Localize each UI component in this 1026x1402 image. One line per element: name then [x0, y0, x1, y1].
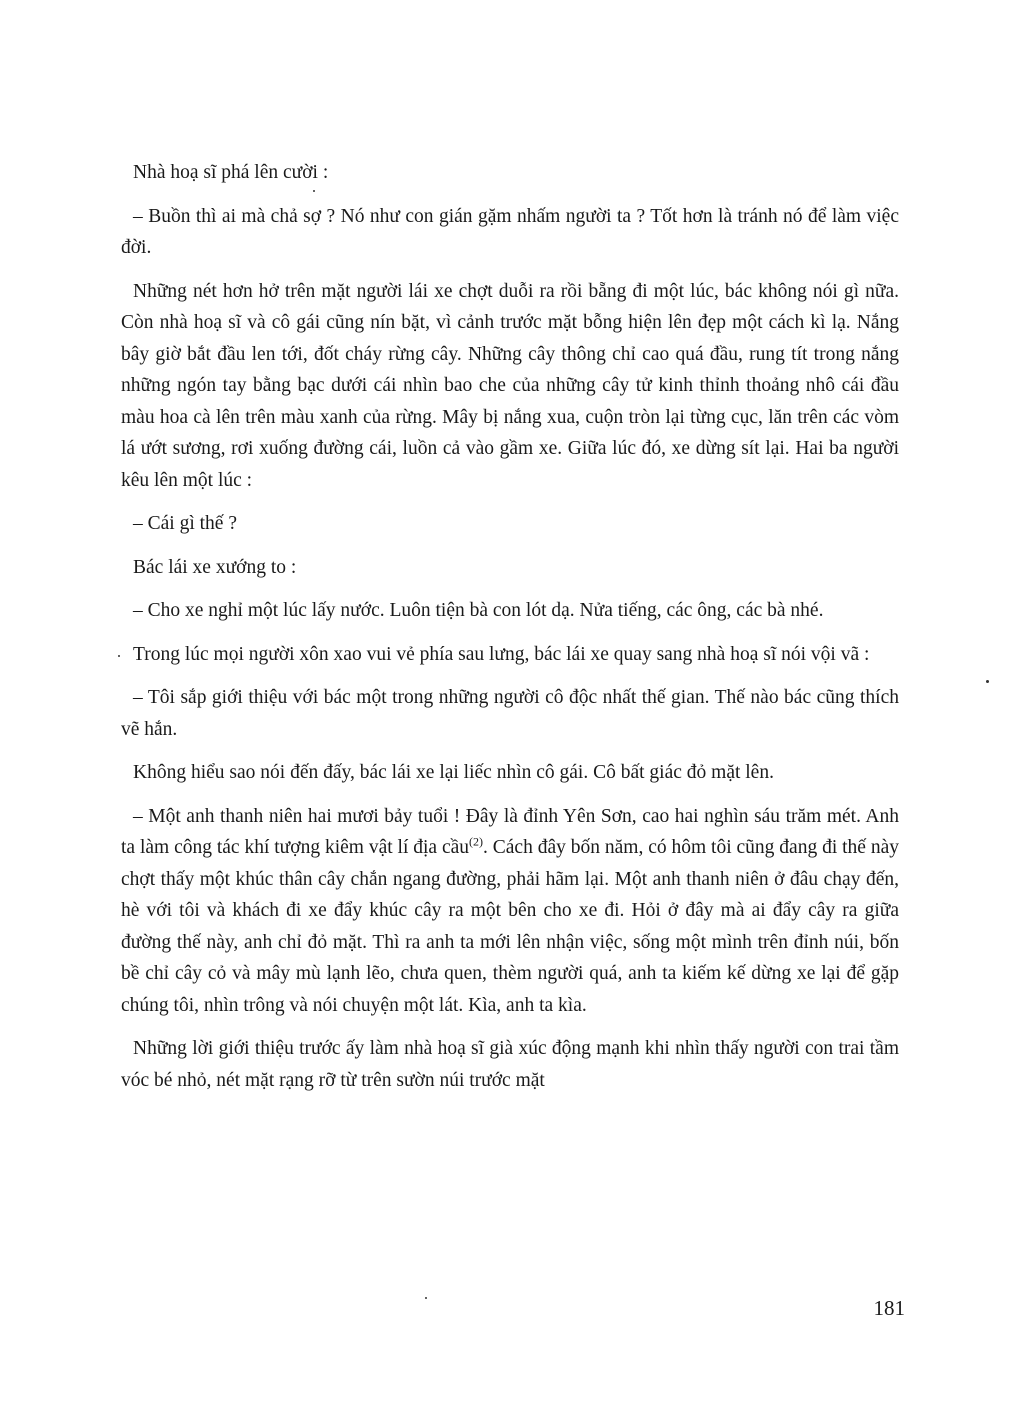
- paragraph-1: Nhà hoạ sĩ phá lên cười :: [133, 162, 329, 183]
- scan-speck: [313, 190, 315, 192]
- paragraph-9: Không hiểu sao nói đến đấy, bác lái xe lại liếc nhìn cô gái. Cô bất giác đỏ mặt lên.: [133, 762, 774, 783]
- paragraph-7: Trong lúc mọi người xôn xao vui vẻ phía sau lưng, bác lái xe quay sang nhà hoạ sĩ nói vội vã :: [133, 643, 870, 665]
- paragraph-10-text-after: . Cách đây bốn năm, có hôm tôi cũng đang đi thế này chợt thấy một khúc thân cây chắn ngang đường, phải hãm lại. Một anh thanh niên ở đâu chạy đến, hè với tôi và khách đi xe đẩy khúc cây ra một bên cho xe đi. Hỏi ở đây mà ai đẩy cây ra giữa đường thế này, anh chỉ đỏ mặt. Thì ra anh ta mới lên nhận việc, sống một mình trên đỉnh núi, bốn bề chỉ cây cỏ và mây mù lạnh lẽo, chưa quen, thèm người quá, anh ta kiếm kế dừng xe lại để gặp chúng tôi, nhìn trông và nói chuyện một lát. Kìa, anh ta kìa.: [121, 837, 899, 1016]
- paragraph-3: Những nét hơn hở trên mặt người lái xe chợt duỗi ra rồi bẵng đi một lúc, bác không nói gì nữa. Còn nhà hoạ sĩ và cô gái cũng nín bặt, vì cảnh trước mặt bỗng hiện lên đẹp một cách kì lạ. Nắng bây giờ bắt đầu len tới, đốt cháy rừng cây. Những cây thông chỉ cao quá đầu, rung tít trong nắng những ngón tay bằng bạc dưới cái nhìn bao che của những cây tử kinh thỉnh thoảng nhô cái đầu màu hoa cà lên trên màu xanh của rừng. Mây bị nắng xua, cuộn tròn lại từng cục, lăn trên các vòm lá ướt sương, rơi xuống đường cái, luồn cả vào gầm xe. Giữa lúc đó, xe dừng sít lại. Hai ba người kêu lên một lúc :: [121, 280, 899, 491]
- body-text: [121, 157, 899, 1096]
- scan-speck: [118, 655, 120, 657]
- paragraph-8: – Tôi sắp giới thiệu với bác một trong những người cô độc nhất thế gian. Thế nào bác cũng thích vẽ hắn.: [121, 687, 899, 740]
- paragraph-10: [121, 801, 899, 1022]
- paragraph-11: Những lời giới thiệu trước ấy làm nhà hoạ sĩ già xúc động mạnh khi nhìn thấy người con trai tầm vóc bé nhỏ, nét mặt rạng rỡ từ trên sườn núi trước mặt: [121, 1038, 899, 1091]
- paragraph-2: – Buồn thì ai mà chả sợ ? Nó như con gián gặm nhấm người ta ? Tốt hơn là tránh nó để làm việc đời.: [121, 205, 899, 258]
- paragraph-10-text: – Một anh thanh niên hai mươi bảy tuổi ! Đây là đỉnh Yên Sơn, cao hai nghìn sáu trăm mét. Anh ta làm công tác khí tượng kiêm vật lí địa cầu: [121, 805, 899, 858]
- scan-speck: [986, 680, 989, 683]
- paragraph-6: – Cho xe nghỉ một lúc lấy nước. Luôn tiện bà con lót dạ. Nửa tiếng, các ông, các bà nhé.: [133, 600, 824, 621]
- footnote-mark: (2): [469, 834, 484, 849]
- scan-speck: [425, 1297, 427, 1299]
- page-number: 181: [873, 1296, 905, 1320]
- paragraph-5: Bác lái xe xướng to :: [133, 556, 297, 578]
- paragraph-4: – Cái gì thế ?: [133, 513, 237, 534]
